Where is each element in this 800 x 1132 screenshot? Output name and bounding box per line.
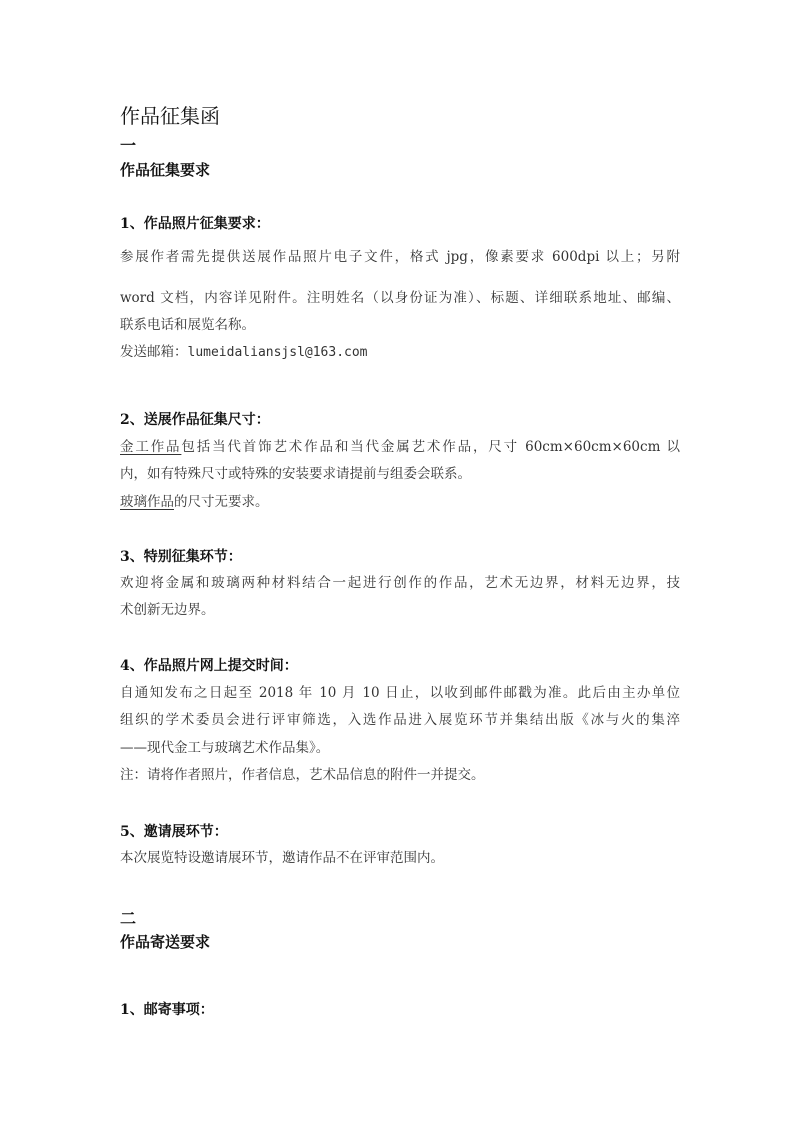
section-numeral: 二	[120, 909, 137, 928]
item-heading: 3、特别征集环节：	[120, 549, 242, 565]
section-numeral: 一	[120, 136, 137, 155]
item-heading: 1、作品照片征集要求：	[120, 216, 270, 232]
item-heading: 1、邮寄事项：	[120, 1002, 214, 1018]
note-line: 注：请将作者照片，作者信息，艺术品信息的附件一并提交。	[120, 767, 485, 783]
paragraph-line: 联系电话和展览名称。	[120, 317, 255, 333]
glass-works-term: 玻璃作品	[120, 494, 174, 510]
email-address: lumeidaliansjsl@163.com	[187, 345, 368, 360]
paragraph-line	[120, 441, 680, 455]
item-heading: 5、邀请展环节：	[120, 824, 228, 840]
paragraph-line: 组织的学术委员会进行评审筛选，入选作品进入展览环节并集结出版《冰与火的集淬	[120, 712, 680, 728]
paragraph-line: 术创新无边界。	[120, 602, 215, 618]
section-heading: 作品征集要求	[120, 161, 211, 179]
paragraph-line: 本次展览特设邀请展环节，邀请作品不在评审范围内。	[120, 850, 444, 866]
paragraph-line: ——现代金工与玻璃艺术作品集》。	[120, 740, 330, 756]
paragraph-line: word 文档，内容详见附件。注明姓名（以身份证为准）、标题、详细联系地址、邮编、	[120, 290, 680, 306]
paragraph-line: 内，如有特殊尺寸或特殊的安装要求请提前与组委会联系。	[120, 466, 471, 482]
metal-works-term: 金工作品	[120, 439, 182, 455]
glass-works-text: 的尺寸无要求。	[174, 494, 269, 510]
item-heading: 2、送展作品征集尺寸：	[120, 412, 270, 428]
paragraph-line: 欢迎将金属和玻璃两种材料结合一起进行创作的作品，艺术无边界，材料无边界，技	[120, 575, 680, 591]
paragraph-line	[120, 496, 269, 510]
item-heading: 4、作品照片网上提交时间：	[120, 658, 298, 674]
email-label: 发送邮箱：	[120, 344, 188, 360]
section-heading: 作品寄送要求	[120, 933, 211, 951]
email-line	[120, 346, 368, 360]
paragraph-line: 参展作者需先提供送展作品照片电子文件，格式 jpg，像素要求 600dpi 以上；另附	[120, 249, 680, 265]
metal-works-text: 包括当代首饰艺术作品和当代金属艺术作品，尺寸 60cm×60cm×60cm 以	[181, 439, 681, 455]
paragraph-line: 自通知发布之日起至 2018 年 10 月 10 日止，以收到邮件邮戳为准。此后由主办单位	[120, 685, 680, 701]
document-title: 作品征集函	[120, 104, 220, 128]
